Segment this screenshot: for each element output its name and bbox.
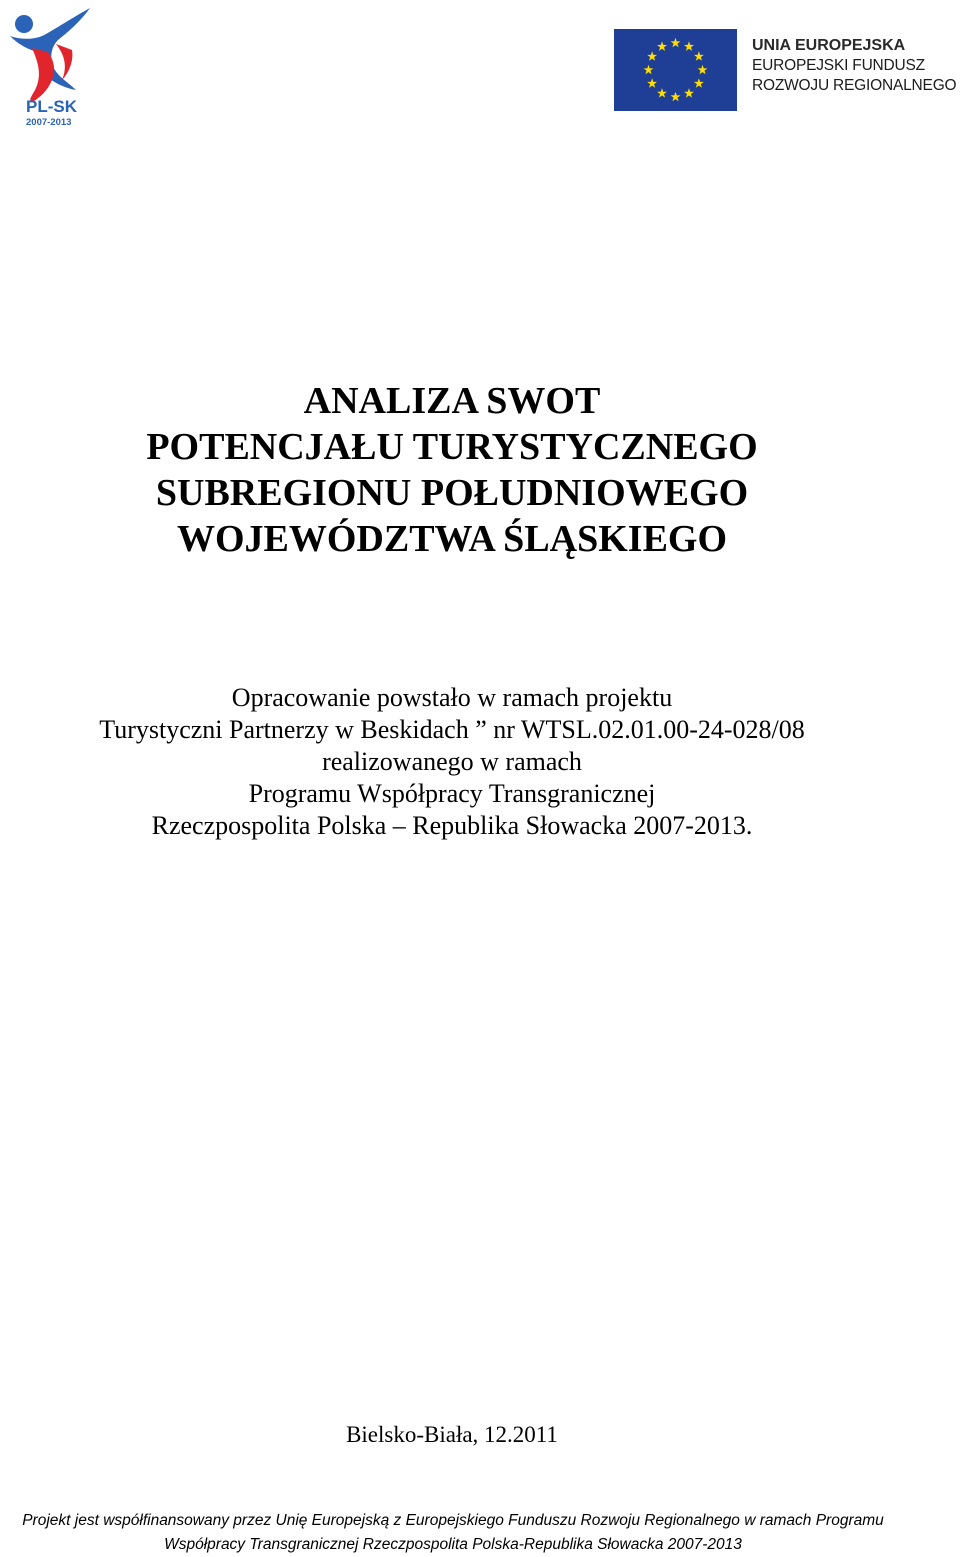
document-title [0, 378, 904, 562]
eu-star-icon [698, 65, 708, 74]
footer-line: Projekt jest współfinansowany przez Unię Europejską z Europejskiego Funduszu Rozwoju Regionalnego w ramach Programu [22, 1512, 884, 1529]
eu-star-icon [694, 78, 704, 87]
eu-line-2: EUROPEJSKI FUNDUSZ [752, 57, 925, 74]
eu-star-icon [684, 88, 694, 97]
place-date: Bielsko-Biała, 12.2011 [346, 1422, 558, 1447]
eu-star-icon [671, 38, 681, 47]
description-line: Turystyczni Partnerzy w Beskidach ” nr WTSL.02.01.00-24-028/08 [99, 715, 805, 744]
eu-line-1: UNIA EUROPEJSKA [752, 37, 906, 54]
logo-figure-red [30, 48, 54, 102]
eu-star-icon [694, 51, 704, 60]
pl-sk-logo [2, 4, 94, 128]
eu-star-icon [684, 41, 694, 50]
funding-footer [0, 1509, 906, 1557]
eu-star-icon [671, 92, 681, 101]
eu-line-3: ROZWOJU REGIONALNEGO [752, 77, 957, 94]
description-line: realizowanego w ramach [322, 747, 582, 776]
eu-star-icon [647, 51, 657, 60]
eu-logo-text [752, 36, 960, 96]
logo-plsk-years: 2007-2013 [26, 117, 72, 128]
logo-figure-head [15, 15, 33, 33]
eu-star-icon [657, 41, 667, 50]
eu-star-icon [657, 88, 667, 97]
eu-star-icon [644, 65, 654, 74]
title-line: SUBREGIONU POŁUDNIOWEGO [155, 472, 749, 514]
footer-line: Współpracy Transgranicznej Rzeczpospolita Polska-Republika Słowacka 2007-2013 [164, 1536, 742, 1553]
title-line: ANALIZA SWOT [303, 380, 601, 422]
description-line: Opracowanie powstało w ramach projektu [231, 683, 673, 712]
eu-flag [614, 29, 737, 111]
eu-star-icon [647, 78, 657, 87]
title-line: WOJEWÓDZTWA ŚLĄSKIEGO [176, 518, 728, 560]
description-line: Programu Współpracy Transgranicznej [248, 779, 656, 808]
document-description [0, 682, 904, 842]
eu-stars-icon [614, 29, 737, 111]
logo-plsk-text: PL-SK [26, 97, 77, 116]
title-line: POTENCJAŁU TURYSTYCZNEGO [146, 426, 758, 468]
description-line: Rzeczpospolita Polska – Republika Słowacka 2007-2013. [151, 811, 753, 840]
